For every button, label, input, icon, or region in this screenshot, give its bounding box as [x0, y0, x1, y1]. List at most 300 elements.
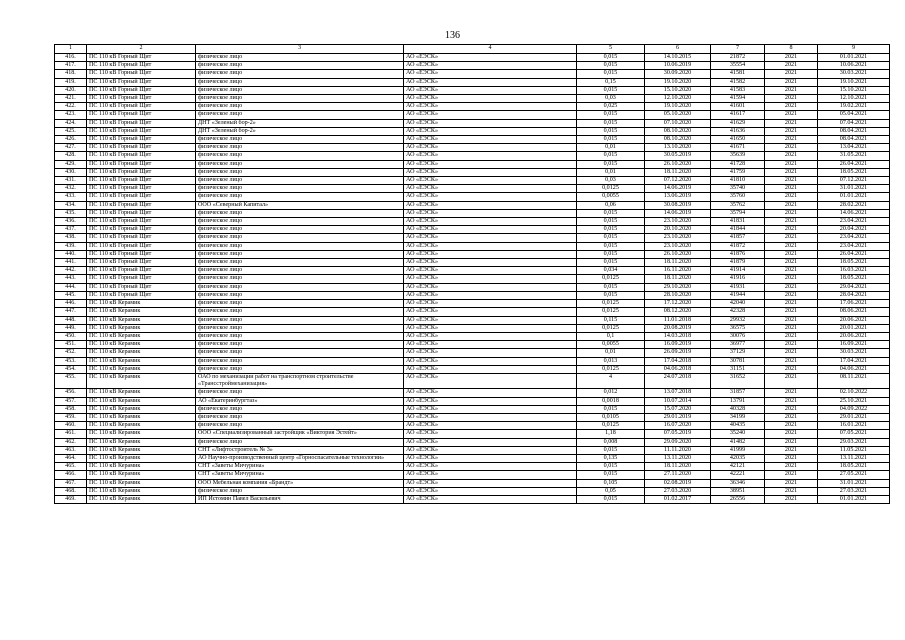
substation-cell: ПС 110 кВ Горный Щит: [87, 54, 196, 62]
row-number-cell: 459.: [55, 413, 87, 421]
deadline-date-cell: 25.10.2021: [818, 397, 890, 405]
deadline-date-cell: 16.03.2021: [818, 267, 890, 275]
year-cell: 2021: [765, 495, 818, 503]
substation-cell: ПС 110 кВ Керамик: [87, 422, 196, 430]
deadline-date-cell: 02.10.2022: [818, 389, 890, 397]
column-header: 2: [87, 45, 196, 54]
substation-cell: ПС 110 кВ Горный Щит: [87, 283, 196, 291]
substation-cell: ПС 110 кВ Керамик: [87, 463, 196, 471]
year-cell: 2021: [765, 479, 818, 487]
year-cell: 2021: [765, 463, 818, 471]
contract-date-cell: 30.05.2019: [645, 152, 711, 160]
year-cell: 2021: [765, 119, 818, 127]
year-cell: 2021: [765, 316, 818, 324]
deadline-date-cell: 26.04.2021: [818, 160, 890, 168]
contract-number-cell: 41944: [711, 291, 765, 299]
table-row: [55, 86, 890, 94]
deadline-date-cell: 08.04.2021: [818, 136, 890, 144]
contract-date-cell: 07.12.2020: [645, 177, 711, 185]
table-row: [55, 397, 890, 405]
substation-cell: ПС 110 кВ Горный Щит: [87, 103, 196, 111]
applicant-cell: АО Научно-производственный центр «Горноспасательные технологии»: [196, 454, 404, 462]
row-number-cell: 456.: [55, 389, 87, 397]
contract-number-cell: 36346: [711, 479, 765, 487]
contract-number-cell: 42040: [711, 300, 765, 308]
contract-number-cell: 41759: [711, 168, 765, 176]
capacity-cell: 0,0125: [577, 422, 645, 430]
table-row: [55, 136, 890, 144]
row-number-cell: 423.: [55, 111, 87, 119]
applicant-cell: физическое лицо: [196, 300, 404, 308]
row-number-cell: 435.: [55, 209, 87, 217]
row-number-cell: 448.: [55, 316, 87, 324]
contract-date-cell: 08.10.2020: [645, 127, 711, 135]
contract-date-cell: 13.10.2020: [645, 144, 711, 152]
contract-date-cell: 11.11.2020: [645, 446, 711, 454]
grid-company-cell: АО «ЕЭСК»: [404, 405, 577, 413]
row-number-cell: 432.: [55, 185, 87, 193]
year-cell: 2021: [765, 193, 818, 201]
substation-cell: ПС 110 кВ Горный Щит: [87, 267, 196, 275]
year-cell: 2021: [765, 413, 818, 421]
substation-cell: ПС 110 кВ Горный Щит: [87, 291, 196, 299]
grid-company-cell: АО «ЕЭСК»: [404, 160, 577, 168]
row-number-cell: 431.: [55, 177, 87, 185]
table-row: [55, 259, 890, 267]
contract-date-cell: 08.10.2020: [645, 136, 711, 144]
table-row: [55, 78, 890, 86]
substation-cell: ПС 110 кВ Горный Щит: [87, 78, 196, 86]
row-number-cell: 437.: [55, 226, 87, 234]
row-number-cell: 449.: [55, 324, 87, 332]
contract-date-cell: 23.10.2020: [645, 242, 711, 250]
row-number-cell: 452.: [55, 349, 87, 357]
contract-date-cell: 16.11.2020: [645, 267, 711, 275]
grid-company-cell: АО «ЕЭСК»: [404, 316, 577, 324]
grid-company-cell: АО «ЕЭСК»: [404, 357, 577, 365]
deadline-date-cell: 31.05.2021: [818, 152, 890, 160]
contract-date-cell: 13.06.2019: [645, 193, 711, 201]
contract-number-cell: 35762: [711, 201, 765, 209]
substation-cell: ПС 110 кВ Керамик: [87, 316, 196, 324]
capacity-cell: 0,034: [577, 267, 645, 275]
applicant-cell: физическое лицо: [196, 283, 404, 291]
capacity-cell: 0,015: [577, 152, 645, 160]
contract-number-cell: 41916: [711, 275, 765, 283]
year-cell: 2021: [765, 250, 818, 258]
grid-company-cell: АО «ЕЭСК»: [404, 487, 577, 495]
grid-company-cell: АО «ЕЭСК»: [404, 119, 577, 127]
row-number-cell: 440.: [55, 250, 87, 258]
grid-company-cell: АО «ЕЭСК»: [404, 454, 577, 462]
substation-cell: ПС 110 кВ Керамик: [87, 487, 196, 495]
row-number-cell: 428.: [55, 152, 87, 160]
deadline-date-cell: 18.05.2021: [818, 463, 890, 471]
capacity-cell: 0,015: [577, 446, 645, 454]
table-row: [55, 283, 890, 291]
capacity-cell: 1,18: [577, 430, 645, 438]
year-cell: 2021: [765, 62, 818, 70]
grid-company-cell: АО «ЕЭСК»: [404, 201, 577, 209]
substation-cell: ПС 110 кВ Горный Щит: [87, 218, 196, 226]
row-number-cell: 417.: [55, 62, 87, 70]
deadline-date-cell: 28.02.2021: [818, 201, 890, 209]
deadline-date-cell: 01.01.2021: [818, 495, 890, 503]
contract-number-cell: 41844: [711, 226, 765, 234]
table-row: [55, 389, 890, 397]
row-number-cell: 439.: [55, 242, 87, 250]
applicant-cell: физическое лицо: [196, 103, 404, 111]
column-header: 5: [577, 45, 645, 54]
applicant-cell: физическое лицо: [196, 389, 404, 397]
contract-date-cell: 05.10.2020: [645, 111, 711, 119]
contract-date-cell: 19.10.2020: [645, 103, 711, 111]
column-header: 9: [818, 45, 890, 54]
deadline-date-cell: 07.04.2021: [818, 119, 890, 127]
contract-date-cell: 20.08.2019: [645, 324, 711, 332]
grid-company-cell: АО «ЕЭСК»: [404, 103, 577, 111]
grid-company-cell: АО «ЕЭСК»: [404, 397, 577, 405]
table-row: [55, 160, 890, 168]
applicant-cell: физическое лицо: [196, 160, 404, 168]
contract-date-cell: 27.03.2020: [645, 487, 711, 495]
applicant-cell: физическое лицо: [196, 152, 404, 160]
substation-cell: ПС 110 кВ Керамик: [87, 300, 196, 308]
grid-company-cell: АО «ЕЭСК»: [404, 136, 577, 144]
grid-company-cell: АО «ЕЭСК»: [404, 54, 577, 62]
substation-cell: ПС 110 кВ Горный Щит: [87, 119, 196, 127]
page-number: 136: [445, 30, 460, 41]
row-number-cell: 420.: [55, 86, 87, 94]
capacity-cell: 0,105: [577, 479, 645, 487]
grid-company-cell: АО «ЕЭСК»: [404, 267, 577, 275]
year-cell: 2021: [765, 259, 818, 267]
capacity-cell: 0,008: [577, 438, 645, 446]
contract-number-cell: 40328: [711, 405, 765, 413]
substation-cell: ПС 110 кВ Горный Щит: [87, 234, 196, 242]
grid-company-cell: АО «ЕЭСК»: [404, 300, 577, 308]
row-number-cell: 464.: [55, 454, 87, 462]
table-row: [55, 324, 890, 332]
capacity-cell: 0,015: [577, 283, 645, 291]
capacity-cell: 0,015: [577, 62, 645, 70]
row-number-cell: 433.: [55, 193, 87, 201]
substation-cell: ПС 110 кВ Керамик: [87, 324, 196, 332]
substation-cell: ПС 110 кВ Керамик: [87, 397, 196, 405]
year-cell: 2021: [765, 275, 818, 283]
grid-company-cell: АО «ЕЭСК»: [404, 144, 577, 152]
capacity-cell: 0,0125: [577, 308, 645, 316]
table-row: [55, 300, 890, 308]
table-row: [55, 487, 890, 495]
applicant-cell: физическое лицо: [196, 487, 404, 495]
contract-date-cell: 27.11.2020: [645, 471, 711, 479]
table-row: [55, 332, 890, 340]
row-number-cell: 446.: [55, 300, 87, 308]
contract-number-cell: 41876: [711, 250, 765, 258]
applicant-cell: физическое лицо: [196, 291, 404, 299]
row-number-cell: 469.: [55, 495, 87, 503]
deadline-date-cell: 14.06.2021: [818, 209, 890, 217]
grid-company-cell: АО «ЕЭСК»: [404, 177, 577, 185]
substation-cell: ПС 110 кВ Керамик: [87, 405, 196, 413]
contract-date-cell: 12.10.2020: [645, 95, 711, 103]
year-cell: 2021: [765, 70, 818, 78]
capacity-cell: 0,115: [577, 316, 645, 324]
applicant-cell: АО «Екатеринбургтаз»: [196, 397, 404, 405]
row-number-cell: 450.: [55, 332, 87, 340]
table-row: [55, 454, 890, 462]
capacity-cell: 0,013: [577, 357, 645, 365]
substation-cell: ПС 110 кВ Горный Щит: [87, 209, 196, 217]
row-number-cell: 421.: [55, 95, 87, 103]
applicant-cell: физическое лицо: [196, 95, 404, 103]
capacity-cell: 0,015: [577, 70, 645, 78]
substation-cell: ПС 110 кВ Горный Щит: [87, 70, 196, 78]
row-number-cell: 468.: [55, 487, 87, 495]
table-row: [55, 95, 890, 103]
year-cell: 2021: [765, 111, 818, 119]
contract-date-cell: 26.10.2020: [645, 160, 711, 168]
row-number-cell: 436.: [55, 218, 87, 226]
contract-number-cell: 41629: [711, 119, 765, 127]
contract-number-cell: 41999: [711, 446, 765, 454]
row-number-cell: 418.: [55, 70, 87, 78]
contract-number-cell: 42035: [711, 454, 765, 462]
grid-company-cell: АО «ЕЭСК»: [404, 495, 577, 503]
deadline-date-cell: 13.04.2021: [818, 144, 890, 152]
deadline-date-cell: 07.12.2021: [818, 177, 890, 185]
year-cell: 2021: [765, 168, 818, 176]
applicant-cell: физическое лицо: [196, 70, 404, 78]
substation-cell: ПС 110 кВ Горный Щит: [87, 136, 196, 144]
deadline-date-cell: 20.04.2021: [818, 226, 890, 234]
capacity-cell: 0,0125: [577, 324, 645, 332]
contract-number-cell: 41636: [711, 127, 765, 135]
table-row: [55, 201, 890, 209]
substation-cell: ПС 110 кВ Керамик: [87, 308, 196, 316]
substation-cell: ПС 110 кВ Керамик: [87, 389, 196, 397]
table-row: [55, 250, 890, 258]
year-cell: 2021: [765, 365, 818, 373]
row-number-cell: 467.: [55, 479, 87, 487]
deadline-date-cell: 04.06.2021: [818, 365, 890, 373]
table-row: [55, 168, 890, 176]
grid-company-cell: АО «ЕЭСК»: [404, 95, 577, 103]
contract-date-cell: 16.07.2020: [645, 422, 711, 430]
contract-number-cell: 40435: [711, 422, 765, 430]
capacity-cell: 0,015: [577, 226, 645, 234]
year-cell: 2021: [765, 324, 818, 332]
contract-date-cell: 28.10.2020: [645, 291, 711, 299]
applicant-cell: физическое лицо: [196, 324, 404, 332]
table-row: [55, 275, 890, 283]
table-row: [55, 471, 890, 479]
year-cell: 2021: [765, 283, 818, 291]
contract-date-cell: 11.01.2018: [645, 316, 711, 324]
year-cell: 2021: [765, 430, 818, 438]
grid-company-cell: АО «ЕЭСК»: [404, 152, 577, 160]
table-row: [55, 463, 890, 471]
table-row: [55, 218, 890, 226]
row-number-cell: 425.: [55, 127, 87, 135]
substation-cell: ПС 110 кВ Керамик: [87, 471, 196, 479]
substation-cell: ПС 110 кВ Горный Щит: [87, 201, 196, 209]
row-number-cell: 445.: [55, 291, 87, 299]
row-number-cell: 442.: [55, 267, 87, 275]
applicant-cell: ОАО по механизации работ на транспортном строительстве «Трансстроймеханизация»: [196, 373, 404, 388]
year-cell: 2021: [765, 160, 818, 168]
capacity-cell: 0,0018: [577, 397, 645, 405]
year-cell: 2021: [765, 349, 818, 357]
applicant-cell: физическое лицо: [196, 413, 404, 421]
row-number-cell: 419.: [55, 78, 87, 86]
row-number-cell: 454.: [55, 365, 87, 373]
grid-company-cell: АО «ЕЭСК»: [404, 193, 577, 201]
row-number-cell: 455.: [55, 373, 87, 388]
contract-date-cell: 17.12.2020: [645, 300, 711, 308]
deadline-date-cell: 12.10.2021: [818, 95, 890, 103]
substation-cell: ПС 110 кВ Керамик: [87, 373, 196, 388]
table-row: [55, 422, 890, 430]
table-row: [55, 308, 890, 316]
capacity-cell: 0,015: [577, 259, 645, 267]
row-number-cell: 461.: [55, 430, 87, 438]
grid-company-cell: АО «ЕЭСК»: [404, 471, 577, 479]
row-number-cell: 434.: [55, 201, 87, 209]
deadline-date-cell: 20.01.2021: [818, 324, 890, 332]
applicant-cell: физическое лицо: [196, 78, 404, 86]
column-header: 1: [55, 45, 87, 54]
contract-date-cell: 15.10.2020: [645, 86, 711, 94]
capacity-cell: 0,015: [577, 471, 645, 479]
substation-cell: ПС 110 кВ Горный Щит: [87, 152, 196, 160]
year-cell: 2021: [765, 471, 818, 479]
row-number-cell: 438.: [55, 234, 87, 242]
table-body: [55, 54, 890, 504]
applicant-cell: физическое лицо: [196, 193, 404, 201]
table-row: [55, 111, 890, 119]
grid-company-cell: АО «ЕЭСК»: [404, 422, 577, 430]
contract-number-cell: 41831: [711, 218, 765, 226]
table-row: [55, 446, 890, 454]
contract-date-cell: 13.07.2018: [645, 389, 711, 397]
capacity-cell: 0,015: [577, 111, 645, 119]
capacity-cell: 0,0055: [577, 341, 645, 349]
contract-date-cell: 20.10.2020: [645, 226, 711, 234]
row-number-cell: 430.: [55, 168, 87, 176]
contract-number-cell: 41617: [711, 111, 765, 119]
year-cell: 2021: [765, 103, 818, 111]
row-number-cell: 444.: [55, 283, 87, 291]
table-row: [55, 438, 890, 446]
contract-number-cell: 26556: [711, 495, 765, 503]
capacity-cell: 0,015: [577, 160, 645, 168]
table-row: [55, 365, 890, 373]
table-row: [55, 341, 890, 349]
applicant-cell: СНТ «Заветы Мичурина»: [196, 463, 404, 471]
capacity-cell: 0,1: [577, 332, 645, 340]
grid-company-cell: АО «ЕЭСК»: [404, 332, 577, 340]
capacity-cell: 0,06: [577, 201, 645, 209]
substation-cell: ПС 110 кВ Керамик: [87, 357, 196, 365]
contract-number-cell: 41857: [711, 234, 765, 242]
year-cell: 2021: [765, 177, 818, 185]
grid-company-cell: АО «ЕЭСК»: [404, 234, 577, 242]
contract-number-cell: 41879: [711, 259, 765, 267]
applicant-cell: СНТ «Лифтостроитель № 3»: [196, 446, 404, 454]
substation-cell: ПС 110 кВ Керамик: [87, 438, 196, 446]
table-row: [55, 119, 890, 127]
contract-number-cell: 35639: [711, 152, 765, 160]
applicant-cell: физическое лицо: [196, 185, 404, 193]
contract-number-cell: 41931: [711, 283, 765, 291]
deadline-date-cell: 31.01.2021: [818, 185, 890, 193]
grid-company-cell: АО «ЕЭСК»: [404, 111, 577, 119]
contract-date-cell: 07.10.2020: [645, 119, 711, 127]
applicant-cell: физическое лицо: [196, 275, 404, 283]
contract-number-cell: 13791: [711, 397, 765, 405]
contract-date-cell: 13.11.2020: [645, 454, 711, 462]
row-number-cell: 453.: [55, 357, 87, 365]
applicant-cell: физическое лицо: [196, 168, 404, 176]
applicant-cell: ДНТ «Зеленый бор-2»: [196, 119, 404, 127]
deadline-date-cell: 17.06.2021: [818, 300, 890, 308]
year-cell: 2021: [765, 487, 818, 495]
capacity-cell: 0,015: [577, 209, 645, 217]
contract-number-cell: 41671: [711, 144, 765, 152]
applicant-cell: физическое лицо: [196, 86, 404, 94]
contract-date-cell: 19.10.2020: [645, 78, 711, 86]
capacity-cell: 0,0125: [577, 300, 645, 308]
capacity-cell: 0,01: [577, 349, 645, 357]
applicant-cell: физическое лицо: [196, 357, 404, 365]
deadline-date-cell: 29.04.2021: [818, 283, 890, 291]
capacity-cell: 0,015: [577, 495, 645, 503]
deadline-date-cell: 16.09.2021: [818, 341, 890, 349]
contract-date-cell: 10.07.2014: [645, 397, 711, 405]
contract-date-cell: 08.12.2020: [645, 308, 711, 316]
capacity-cell: 0,0105: [577, 413, 645, 421]
deadline-date-cell: 28.04.2021: [818, 291, 890, 299]
contract-date-cell: 30.09.2020: [645, 70, 711, 78]
table-row: [55, 103, 890, 111]
deadline-date-cell: 19.02.2021: [818, 103, 890, 111]
contract-number-cell: 34199: [711, 413, 765, 421]
deadline-date-cell: 08.04.2021: [818, 127, 890, 135]
applicant-cell: физическое лицо: [196, 259, 404, 267]
applicant-cell: физическое лицо: [196, 62, 404, 70]
table-row: [55, 185, 890, 193]
table-row: [55, 177, 890, 185]
contract-date-cell: 15.07.2020: [645, 405, 711, 413]
deadline-date-cell: 20.06.2021: [818, 316, 890, 324]
deadline-date-cell: 27.05.2021: [818, 471, 890, 479]
deadline-date-cell: 15.10.2021: [818, 86, 890, 94]
row-number-cell: 426.: [55, 136, 87, 144]
contract-number-cell: 31857: [711, 389, 765, 397]
year-cell: 2021: [765, 397, 818, 405]
deadline-date-cell: 13.11.2021: [818, 454, 890, 462]
contract-date-cell: 29.10.2020: [645, 283, 711, 291]
year-cell: 2021: [765, 300, 818, 308]
table-row: [55, 193, 890, 201]
grid-company-cell: АО «ЕЭСК»: [404, 413, 577, 421]
table-row: [55, 430, 890, 438]
capacity-cell: 0,015: [577, 54, 645, 62]
year-cell: 2021: [765, 267, 818, 275]
capacity-cell: 0,015: [577, 250, 645, 258]
